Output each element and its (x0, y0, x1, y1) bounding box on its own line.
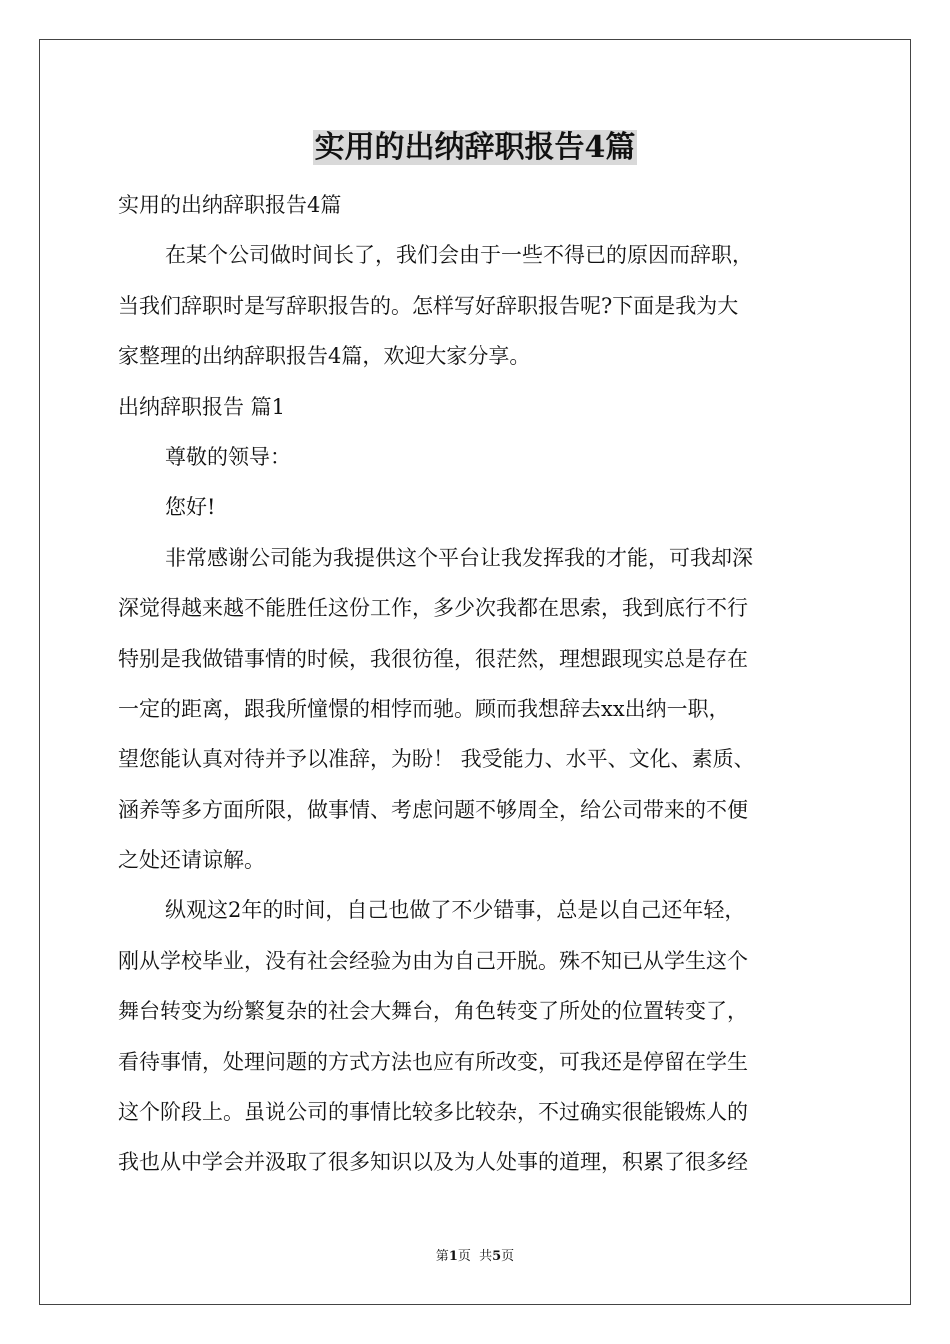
section-heading: 出纳辞职报告 篇1 (118, 394, 286, 419)
document-subtitle: 实用的出纳辞职报告4篇 (118, 193, 342, 217)
page-prefix: 第 (435, 1249, 449, 1264)
intro-line: 在某个公司做时间长了，我们会由于一些不得已的原因而辞职， (165, 243, 753, 268)
document-title (0, 124, 950, 172)
page-total: 5 (492, 1249, 502, 1264)
document-body (118, 180, 838, 1188)
salutation: 尊敬的领导： (165, 444, 291, 469)
paragraph1-line: 深觉得越来越不能胜任这份工作，多少次我都在思索，我到底行不行 (118, 596, 748, 621)
page-suffix: 页 (501, 1249, 515, 1264)
page-footer (0, 1248, 950, 1266)
paragraph1-line: 非常感谢公司能为我提供这个平台让我发挥我的才能，可我却深 (165, 545, 753, 570)
greeting: 您好! (165, 495, 216, 520)
paragraph1-line: 望您能认真对待并予以准辞，为盼！ 我受能力、水平、文化、素质、 (118, 747, 755, 772)
paragraph2-line: 看待事情，处理问题的方式方法也应有所改变，可我还是停留在学生 (118, 1049, 748, 1074)
intro-line: 家整理的出纳辞职报告4篇，欢迎大家分享。 (118, 344, 531, 369)
page-mid: 页 共 (457, 1249, 493, 1264)
paragraph1-line: 特别是我做错事情的时候，我很彷徨，很茫然，理想跟现实总是存在 (118, 646, 748, 671)
document-title-text: 实用的出纳辞职报告4篇 (314, 130, 636, 165)
paragraph2-line: 纵观这2年的时间，自己也做了不少错事，总是以自己还年轻， (165, 898, 746, 923)
paragraph2-line: 我也从中学会并汲取了很多知识以及为人处事的道理，积累了很多经 (118, 1150, 748, 1175)
paragraph2-line: 舞台转变为纷繁复杂的社会大舞台，角色转变了所处的位置转变了， (118, 999, 748, 1024)
intro-line: 当我们辞职时是写辞职报告的。怎样写好辞职报告呢?下面是我为大 (118, 293, 739, 318)
paragraph1-line: 之处还请谅解。 (118, 848, 265, 873)
paragraph2-line: 刚从学校毕业，没有社会经验为由为自己开脱。殊不知已从学生这个 (118, 948, 748, 973)
paragraph2-line: 这个阶段上。虽说公司的事情比较多比较杂，不过确实很能锻炼人的 (118, 1100, 748, 1125)
paragraph1-line: 涵养等多方面所限，做事情、考虑问题不够周全，给公司带来的不便 (118, 797, 748, 822)
paragraph1-line: 一定的距离，跟我所憧憬的相悖而驰。顾而我想辞去xx出纳一职， (118, 696, 730, 721)
page-current: 1 (448, 1249, 458, 1264)
